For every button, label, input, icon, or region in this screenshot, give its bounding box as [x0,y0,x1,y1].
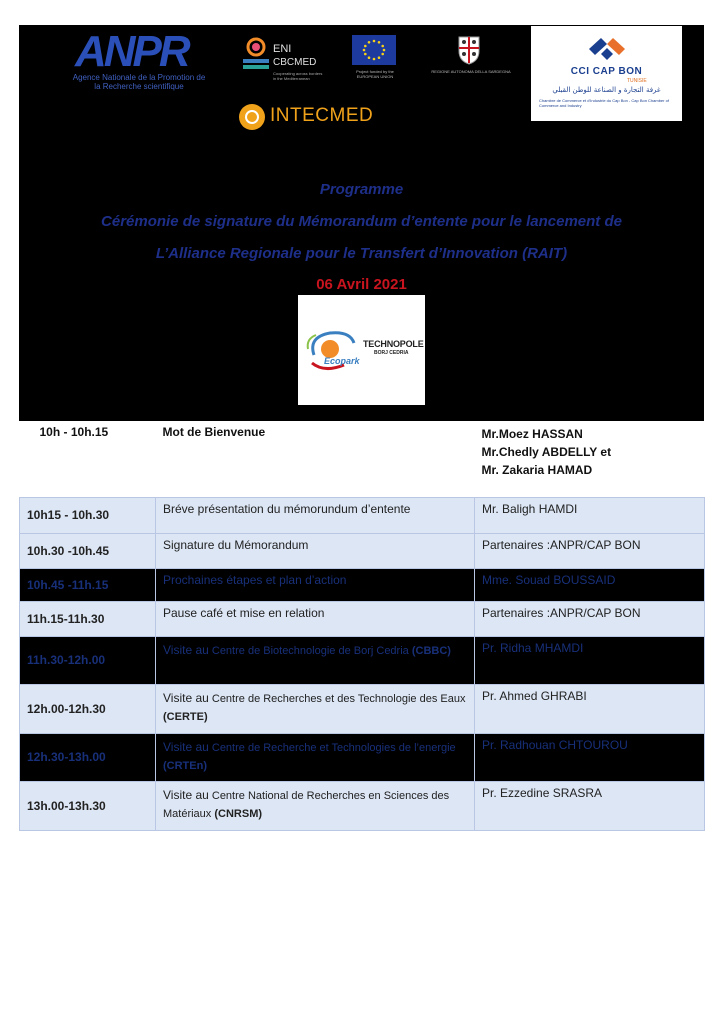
table-row [20,781,705,830]
activity-cell: Mot de Bienvenue [156,421,475,497]
time-cell: 13h.00-13h.30 [20,781,156,830]
time-cell: 11h.30-12h.00 [20,636,156,684]
intecmed-sun-icon [238,103,266,131]
table-row [20,568,705,601]
table-row [20,421,705,497]
cci-logo-arabic: غرفة التجارة و الصناعة للوطن القبلي [552,86,661,94]
technopole-logo-text: TECHNOPOLE [363,339,424,349]
activity-cell [156,781,475,830]
speaker-cell [475,421,705,497]
activity-cell [156,684,475,733]
eni-cbcmed-logo [241,35,331,87]
sardegna-caption: REGIONE AUTONOMA DELLA SARDEGNA [431,69,511,74]
table-row [20,684,705,733]
ecopark-swirl-icon [304,325,360,375]
cci-logo-country: TUNISIE [627,78,647,84]
speaker-name: Mr. Zakaria HAMAD [481,463,593,477]
activity-center: Centre National de Recherches en Sciences des Matériaux [163,789,450,820]
technopole-logo [298,295,425,405]
activity-prefix: Visite au [163,642,209,657]
technopole-logo-sub: BORJ CEDRIA [374,350,409,356]
eu-caption: Project funded by the EUROPEAN UNION [356,69,394,79]
eni-logo-text: ENI [273,43,292,55]
cci-diamond-icon [587,34,627,64]
activity-cell [156,636,475,684]
activity-code: (CBBC) [411,644,451,657]
time-cell: 10h - 10h.15 [20,421,156,497]
time-cell: 12h.00-12h.30 [20,684,156,733]
speaker-cell: Pr. Ahmed GHRABI [475,684,705,733]
eu-stars-icon [352,35,396,65]
anpr-logo-subtitle: Agence Nationale de la Promotion de la Recherche scientifique [72,73,206,91]
activity-code: (CERTE) [163,710,208,723]
anpr-logo [69,27,209,95]
cci-cap-bon-logo [531,26,682,121]
speaker-cell: Partenaires :ANPR/CAP BON [475,533,705,568]
activity-cell [156,733,475,781]
table-row [20,533,705,568]
time-cell: 12h.30-13h.00 [20,733,156,781]
time-cell: 11h.15-11h.30 [20,601,156,636]
program-subtitle-line2: L’Alliance Regionale pour le Transfert d’Innovation (RAIT) [155,245,568,262]
activity-code: (CNRSM) [214,807,263,820]
activity-center: Centre de Recherches et des Technologie des Eaux [211,692,466,705]
speaker-cell: Mr. Baligh HAMDI [475,497,705,533]
program-date: 06 Avril 2021 [316,276,407,293]
program-subtitle-line1: Cérémonie de signature du Mémorandum d’entente pour le lancement de [101,213,622,230]
cbcmed-logo-text: CBCMED [273,57,317,68]
activity-center: Centre de Recherche et Technologies de l’energie [211,741,456,754]
crest-icon [457,35,481,65]
cci-logo-subtitle: Chambre de Commerce et d'Industrie du Cap Bon - Cap Bon Chamber of Commerce and Industry [539,98,669,108]
activity-cell: Bréve présentation du mémorundum d’entente [156,497,475,533]
speaker-cell: Pr. Ezzedine SRASRA [475,781,705,830]
cci-logo-name: CCI CAP BON [570,66,643,77]
speaker-cell: Partenaires :ANPR/CAP BON [475,601,705,636]
activity-prefix: Visite au [163,739,209,754]
header-banner [19,25,704,421]
speaker-cell: Pr. Radhouan CHTOUROU [475,733,705,781]
time-cell: 10h.30 -10h.45 [20,533,156,568]
time-cell: 10h15 - 10h.30 [20,497,156,533]
time-cell: 10h.45 -11h.15 [20,568,156,601]
activity-cell: Prochaines étapes et plan d’action [156,568,475,601]
activity-prefix: Visite au [163,787,209,802]
intecmed-logo-text: INTECMED [270,105,374,126]
speaker-name: Mr.Chedly ABDELLY et [481,445,612,459]
eu-flag-logo [352,35,396,65]
activity-prefix: Visite au [163,690,209,705]
table-row [20,601,705,636]
anpr-logo-text: ANPR [75,27,188,76]
speaker-cell: Pr. Ridha MHAMDI [475,636,705,684]
eni-sun-icon [241,35,271,75]
activity-code: (CRTEn) [163,759,207,772]
intecmed-logo [238,101,378,133]
speaker-cell: Mme. Souad BOUSSAID [475,568,705,601]
eni-logo-tagline: Cooperating across borders in the Mediterranean [273,71,323,81]
activity-cell: Pause café et mise en relation [156,601,475,636]
sardegna-crest-logo [457,35,481,65]
table-row [20,733,705,781]
table-row [20,497,705,533]
activity-cell: Signature du Mémorandum [156,533,475,568]
schedule-table [19,421,705,831]
table-row [20,636,705,684]
program-title: Programme [319,181,404,198]
activity-center: Centre de Biotechnologie de Borj Cedria [211,644,409,657]
ecopark-logo-text: Ecopark [324,356,360,366]
speaker-name: Mr.Moez HASSAN [481,427,583,441]
